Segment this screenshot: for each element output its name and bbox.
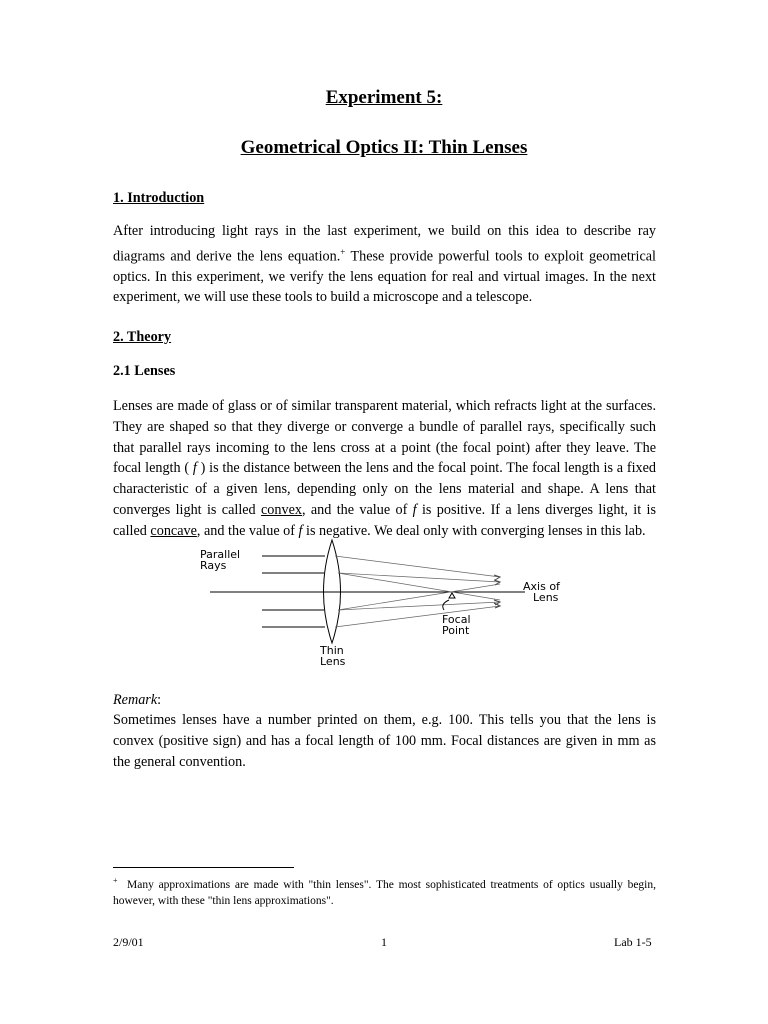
theory-heading: 2. Theory: [113, 329, 172, 345]
intro-heading: 1. Introduction: [113, 190, 205, 206]
title: Experiment 5:: [325, 87, 443, 108]
intro-text-2: These provide powerful tools to exploit geometrical optics. In this experiment, we verify the lens equation for real and virtual images. In the next experiment, we will use these tools to build a microscope and a telescope.: [113, 248, 656, 306]
remark-text: Sometimes lenses have a number printed on them, e.g. 100. This tells you that the lens is convex (positive sign) and has a focal length of 100 mm. Focal distances are given in mm as the general convention.: [113, 712, 656, 770]
label-parallel-rays: Parallel Rays: [200, 548, 241, 572]
footnote: + Many approximations are made with "thin lenses". The most sophisticated treatments of optics usually begin, however, with these "thin lens approximations".: [113, 876, 656, 907]
remark-label: Remark:: [113, 692, 162, 708]
subtitle: Geometrical Optics II: Thin Lenses: [240, 137, 528, 158]
convex-term: convex: [261, 501, 302, 518]
footer-lab: Lab 1-5: [614, 935, 652, 949]
intro-text: After introducing light rays in the last experiment, we build on this idea to describe ray diagrams and derive the lens equation.: [113, 223, 656, 265]
footer-date: 2/9/01: [113, 935, 144, 949]
footnote-divider: [113, 867, 294, 868]
lenses-paragraph: Lenses are made of glass or of similar transparent material, which refracts light at the surfaces. They are shaped so that they diverge or converge a bundle of parallel rays, specifically such that parallel rays incoming to the lens cross at a point (the focal point) after they leave. The focal length ( f ) is the distance between the lens and the focal point. The focal length is a fixed characteristic of a given lens, depending only on the lens material and shape. A lens that converges light is called convex, and the value of f is positive. If a lens diverges light, it is called concave, and the value of f is negative. We deal only with converging lenses in this lab.: [113, 398, 656, 539]
concave-term: concave: [150, 522, 197, 539]
label-axis-of-lens: Axis of Lens: [523, 580, 560, 604]
lenses-heading: 2.1 Lenses: [113, 363, 176, 379]
footer-page-number: 1: [381, 935, 387, 949]
focal-point-marker: [449, 593, 455, 598]
footnote-ref[interactable]: +: [340, 246, 346, 257]
label-focal-point: Focal Point: [442, 613, 471, 637]
label-thin-lens: Thin Lens: [320, 644, 346, 668]
